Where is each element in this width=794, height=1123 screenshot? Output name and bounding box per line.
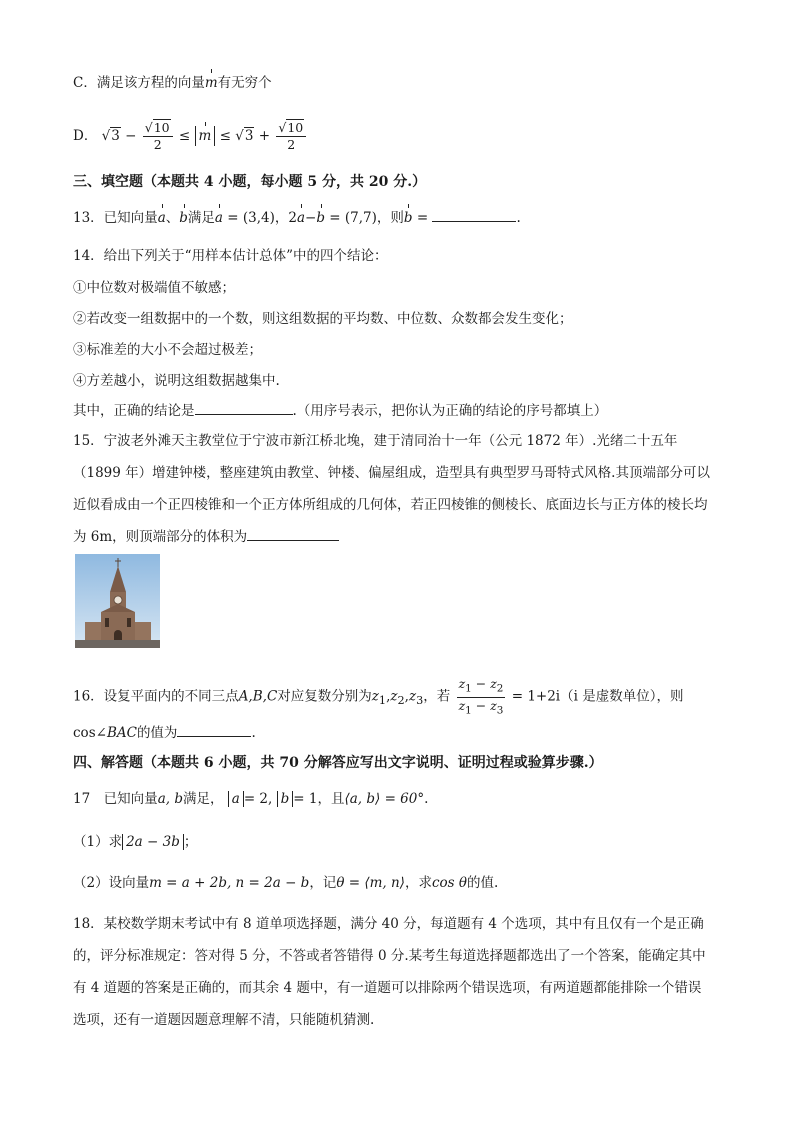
q13-eq2: = (7,7) (329, 210, 377, 226)
option-c-text: C．满足该方程的向量 (73, 75, 205, 91)
question-15 (73, 425, 713, 553)
frac-z3-sub: 3 (496, 704, 504, 716)
q16-if: ，若 (423, 688, 451, 705)
minus-sign: − (125, 128, 137, 144)
vector-a: a (157, 210, 166, 226)
q16-note: （i 是虚数单位），则 (560, 688, 684, 705)
sqrt-3: √3 (101, 128, 120, 144)
q13-eq3: = (416, 210, 429, 226)
fraction-sqrt10-over-2: $\frac{√10}{2}$ (143, 120, 173, 153)
q13-then: ，则 (376, 210, 404, 226)
answer-blank-16[interactable] (177, 722, 251, 737)
q14-item-2: ②若改变一组数据中的一个数，则这组数据的平均数、中位数、众数都会发生变化； (73, 311, 573, 327)
answer-blank-13[interactable] (432, 207, 516, 222)
vector-m: m (204, 75, 218, 91)
section-3-heading: 三、填空题（本题共 4 小题，每小题 5 分，共 20 分.） (73, 174, 427, 190)
z1-sub: 1 (378, 694, 387, 708)
plus-sign: + (258, 128, 271, 144)
q17-part1-expr: 2a − 3b (122, 834, 184, 850)
q14-item-1: ①中位数对极端值不敏感； (73, 280, 235, 296)
q17-part2-lead: （2）设向量 (73, 875, 150, 891)
abs-vector-m: m (195, 126, 216, 146)
z2: z (390, 688, 398, 705)
q14-conclusion-tail: .（用序号表示，把你认为正确的结论的序号都填上） (292, 403, 608, 419)
question-18: 18．某校数学期末考试中有 8 道单项选择题，满分 40 分，每道题有 4 个选项，其中有且仅有一个是正确的，评分标准规定：答对得 5 分，不答或者答错得 0 分.某考生每道选择题都选出了一个答案，能确定其中有 4 道题的答案是正确的，而其余 4 题中，有一道题可以排除两个错误选项，有两道题都能排除一个错误选项，还有一道题因题意理解不清，只能随机猜测. (73, 916, 706, 1028)
q14-conclusion-lead: 其中，正确的结论是 (73, 403, 195, 419)
q12-option-d (73, 120, 734, 153)
q17-end: . (424, 791, 429, 807)
question-16-line2 (73, 722, 734, 743)
frac-num-b: 10 (287, 120, 304, 135)
q17-cond2: = 1 (293, 791, 318, 807)
q16-rhs: = 1+2i (511, 688, 561, 705)
q17-theta: θ = ⟨m, n⟩ (336, 875, 405, 891)
frac-z1-sub: 1 (465, 682, 472, 695)
q14-item-4: ④方差越小，说明这组数据越集中. (73, 373, 280, 389)
question-13 (73, 207, 734, 228)
q17-part2-note: ，记 (309, 875, 337, 891)
q17-part1-lead: （1）求 (73, 834, 123, 850)
q16-value-of: 的值为 (136, 725, 178, 741)
q17-part1-end: ； (183, 834, 198, 850)
q12-option-c (73, 73, 734, 93)
q16-lead: 16．设复平面内的不同三点 (73, 688, 239, 705)
sqrt-3-b: √3 (235, 128, 254, 144)
q13-two: 2 (288, 210, 297, 226)
church-photo (75, 554, 160, 648)
frac-z2-sub: 2 (496, 682, 504, 695)
q13-end: . (516, 210, 521, 226)
question-17 (73, 789, 734, 809)
answer-blank-14[interactable] (195, 400, 293, 415)
vectors-ab: a, b (157, 791, 183, 807)
z3-sub: 3 (416, 694, 424, 708)
q13-sep: 、 (165, 210, 180, 226)
option-d-label: D． (73, 128, 98, 144)
complex-fraction: $\frac{z_1 - z_2}{z_1 - z_3}$ (458, 676, 504, 716)
q17-and: ，且 (317, 791, 345, 807)
frac-z1b-sub: 1 (465, 704, 472, 716)
church-illustration (75, 554, 160, 648)
q17-lead: 17 已知向量 (73, 791, 158, 807)
q16-end: . (251, 725, 256, 741)
cos-angle-prefix: cos∠ (73, 725, 107, 741)
q13-lead: 13．已知向量 (73, 210, 158, 226)
sqrt-3b-radicand: 3 (244, 128, 254, 144)
q17-part-2 (73, 873, 734, 893)
q14-conclusion (73, 400, 734, 421)
points-abc: A,B,C (238, 688, 278, 705)
vector-b-3: b (403, 210, 413, 226)
q17-part-1 (73, 832, 734, 852)
frac-num: 10 (153, 120, 170, 135)
q17-part2-end: 的值. (467, 875, 499, 891)
answer-blank-15[interactable] (247, 526, 339, 541)
le-sign-2: ≤ (219, 128, 231, 144)
option-c-tail: 有无穷个 (217, 75, 272, 91)
vector-a-3: a (296, 210, 306, 226)
abs-a: a (228, 791, 244, 807)
q17-part2-expr: m = a + 2b, n = 2a − b (149, 875, 310, 891)
q13-eq1: = (3,4) (227, 210, 275, 226)
le-sign-1: ≤ (178, 128, 191, 144)
vector-b: b (179, 210, 188, 226)
vector-b-2: b (316, 210, 325, 226)
sqrt-3-radicand: 3 (111, 128, 120, 144)
q17-cond1: = 2, (243, 791, 273, 807)
q17-satisfy: 满足， (182, 791, 224, 807)
abs-b: b (277, 791, 294, 807)
angle-bac: BAC (106, 725, 137, 741)
fraction-sqrt10-over-2-b: $\frac{√10}{2}$ (276, 120, 306, 153)
q13-satisfy: 满足 (187, 210, 215, 226)
q17-part2-find: ，求 (404, 875, 432, 891)
frac-z3: z (490, 697, 497, 713)
z1: z (371, 688, 379, 705)
question-16: 16．设复平面内的不同三点A,B,C对应复数分别为$z_1,z_2,z_3$，若 $\frac{z_1 - z_2}{z_1 - z_3}$ = 1+2i（i 是虚数单位），则 (73, 676, 684, 716)
q14-item-3: ③标准差的大小不会超过极差； (73, 342, 262, 358)
q17-cos-theta: cos θ (431, 875, 467, 891)
q13-comma: ， (274, 210, 289, 226)
frac-z1: z (458, 676, 466, 691)
section-4-heading: 四、解答题（本题共 6 小题，共 70 分解答应写出文字说明、证明过程或验算步骤.） (73, 755, 603, 771)
q17-angle: ⟨a, b⟩ = 60° (344, 791, 425, 807)
z3: z (408, 688, 417, 705)
q15-text: 15．宁波老外滩天主教堂位于宁波市新江桥北堍，建于清同治十一年（公元 1872 年）.光绪二十五年（1899 年）增建钟楼，整座建筑由教堂、钟楼、偏屋组成，造型具有典型罗马哥特式风格.其顶端部分可以近似看成由一个正四棱锥和一个正方体所组成的几何体，若正四棱锥的侧棱长、底面边长与正方体的棱长均为 6m，则顶端部分的体积为 (73, 433, 710, 545)
frac-den-b: 2 (287, 137, 296, 152)
frac-den: 2 (153, 137, 162, 152)
frac-z1b: z (458, 697, 466, 713)
frac-z2: z (490, 676, 497, 691)
z2-sub: 2 (397, 694, 405, 708)
question-14-intro: 14．给出下列关于“用样本估计总体”中的四个结论： (73, 248, 388, 264)
vector-a-2: a (214, 210, 223, 226)
q16-map: 对应复数分别为 (277, 688, 372, 705)
q13-minus: − (305, 210, 317, 226)
